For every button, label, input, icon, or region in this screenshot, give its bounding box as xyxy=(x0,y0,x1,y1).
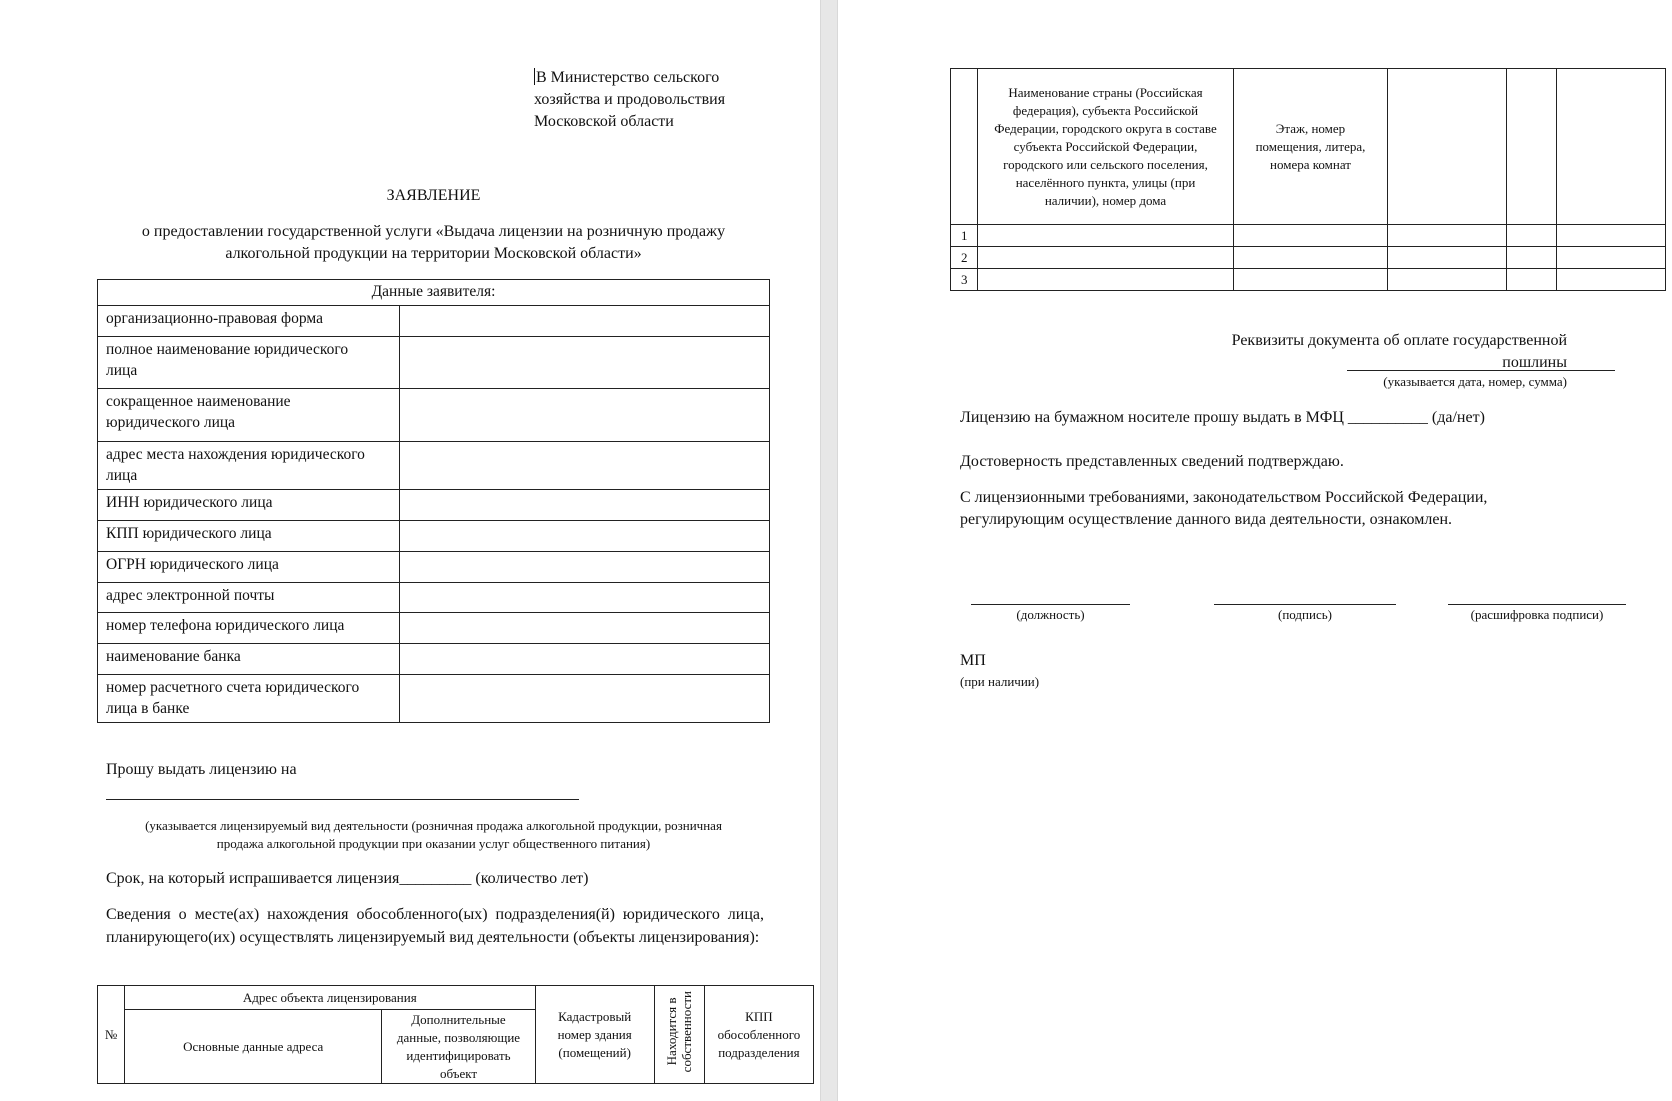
row-label-short-name: сокращенное наименование юридического лица xyxy=(98,389,400,442)
fee-title: Реквизиты документа об оплате государственной пошлины xyxy=(1231,332,1567,371)
field-phone[interactable] xyxy=(400,613,770,644)
col-extra-data-header: Дополнительные данные, позволяющие идентифицировать объект xyxy=(382,1010,535,1084)
row-number-3: 3 xyxy=(951,269,978,291)
row-label-account: номер расчетного счета юридического лица в банке xyxy=(98,675,400,723)
cell-r2-kpp[interactable] xyxy=(1557,247,1666,269)
cell-r2-owned[interactable] xyxy=(1507,247,1557,269)
cell-r2-cadastral[interactable] xyxy=(1388,247,1507,269)
sig-signature-label: (подпись) xyxy=(1278,607,1332,622)
applicant-data-table xyxy=(97,279,770,723)
row-label-bank: наименование банка xyxy=(98,644,400,675)
field-bank[interactable] xyxy=(400,644,770,675)
col-number-header: № xyxy=(98,986,125,1084)
row-label-kpp: КПП юридического лица xyxy=(98,521,400,552)
row-label-email: адрес электронной почты xyxy=(98,583,400,613)
cell-r1-kpp[interactable] xyxy=(1557,225,1666,247)
row-number-1: 1 xyxy=(951,225,978,247)
field-legal-form[interactable] xyxy=(400,306,770,337)
addressee-line-1: В Министерство сельского xyxy=(536,69,720,86)
cell-r1-owned[interactable] xyxy=(1507,225,1557,247)
col-floor-header: Этаж, номер помещения, литера, номера комнат xyxy=(1234,69,1388,225)
address-group-header: Адрес объекта лицензирования xyxy=(125,986,536,1010)
license-type-underline[interactable] xyxy=(106,799,579,800)
cell-r2-floor[interactable] xyxy=(1234,247,1388,269)
cell-r3-owned[interactable] xyxy=(1507,269,1557,291)
position-underline[interactable] xyxy=(971,604,1130,605)
decoding-underline[interactable] xyxy=(1448,604,1626,605)
document-page-right xyxy=(838,0,1672,1101)
row-number-2: 2 xyxy=(951,247,978,269)
applicant-table-header: Данные заявителя: xyxy=(98,280,770,306)
cell-r3-floor[interactable] xyxy=(1234,269,1388,291)
field-email[interactable] xyxy=(400,583,770,613)
license-request-label: Прошу выдать лицензию на xyxy=(106,761,297,778)
license-hint: (указывается лицензируемый вид деятельности (розничная продажа алкогольной продукции, розничная продажа алкогольной продукции при оказании услуг общественного питания) xyxy=(145,818,722,851)
row-label-address: адрес места нахождения юридического лица xyxy=(98,442,400,490)
cell-r1-cadastral[interactable] xyxy=(1388,225,1507,247)
license-objects-table xyxy=(97,985,814,1084)
document-subtitle xyxy=(97,221,770,265)
term-line: Срок, на который испрашивается лицензия_________ (количество лет) xyxy=(106,870,589,887)
page-gutter xyxy=(820,0,838,1101)
acknowledge-text: С лицензионными требованиями, законодательством Российской Федерации, регулирующим осуществление данного вида деятельности, ознакомлен. xyxy=(960,489,1488,528)
col-cadastral-header: Кадастровый номер здания (помещений) xyxy=(535,986,654,1084)
row-label-full-name: полное наименование юридического лица xyxy=(98,337,400,389)
field-kpp[interactable] xyxy=(400,521,770,552)
document-page-left xyxy=(0,0,820,1101)
col-cadastral-cell xyxy=(1388,69,1507,225)
row-label-legal-form: организационно-правовая форма xyxy=(98,306,400,337)
field-account[interactable] xyxy=(400,675,770,723)
sig-decoding-label: (расшифровка подписи) xyxy=(1470,607,1604,622)
field-address[interactable] xyxy=(400,442,770,490)
field-short-name[interactable] xyxy=(400,389,770,442)
field-full-name[interactable] xyxy=(400,337,770,389)
col-owned-cell xyxy=(1507,69,1557,225)
paper-license-line: Лицензию на бумажном носителе прошу выдать в МФЦ __________ (да/нет) xyxy=(960,409,1485,426)
col-number-cell xyxy=(951,69,978,225)
document-title: ЗАЯВЛЕНИЕ xyxy=(386,187,481,204)
text-cursor xyxy=(534,68,535,85)
cell-r3-address[interactable] xyxy=(978,269,1234,291)
cell-r3-cadastral[interactable] xyxy=(1388,269,1507,291)
field-inn[interactable] xyxy=(400,490,770,521)
fee-hint: (указывается дата, номер, сумма) xyxy=(1383,374,1567,389)
subtitle-line-2: алкогольной продукции на территории Московской области» xyxy=(225,245,642,262)
row-label-inn: ИНН юридического лица xyxy=(98,490,400,521)
col-main-address-header: Основные данные адреса xyxy=(125,1010,382,1084)
confirm-text: Достоверность представленных сведений подтверждаю. xyxy=(960,453,1344,470)
addressee-line-2: хозяйства и продовольствия xyxy=(534,91,726,108)
addressee-line-3: Московской области xyxy=(534,113,674,130)
cell-r2-address[interactable] xyxy=(978,247,1234,269)
col-kpp-cell xyxy=(1557,69,1666,225)
cell-r3-kpp[interactable] xyxy=(1557,269,1666,291)
addressee-block xyxy=(534,67,725,133)
cell-r1-floor[interactable] xyxy=(1234,225,1388,247)
row-label-ogrn: ОГРН юридического лица xyxy=(98,552,400,583)
locations-paragraph: Сведения о месте(ах) нахождения обособленного(ых) подразделения(й) юридического лица, планирующего(их) осуществлять лицензируемый вид деятельности (объекты лицензирования): xyxy=(106,906,764,946)
row-label-phone: номер телефона юридического лица xyxy=(98,613,400,644)
subtitle-line-1: о предоставлении государственной услуги «Выдача лицензии на розничную продажу xyxy=(141,223,726,240)
col-kpp-header: КПП обособленного подразделения xyxy=(704,986,813,1084)
fee-underline[interactable] xyxy=(1347,370,1615,371)
sig-position-label: (должность) xyxy=(1016,607,1085,622)
signature-underline[interactable] xyxy=(1214,604,1396,605)
cell-r1-address[interactable] xyxy=(978,225,1234,247)
col-country-header: Наименование страны (Российская федерация), субъекта Российской Федерации, городского округа в составе субъекта Российской Федерации, городского или сельского поселения, населённого пункта, улицы (при наличии), номер дома xyxy=(978,69,1234,225)
stamp-label: МП xyxy=(960,652,986,669)
col-owned-header: Находится в собственности xyxy=(654,986,704,1084)
stamp-hint: (при наличии) xyxy=(960,674,1040,689)
license-objects-table-continued xyxy=(950,68,1666,291)
field-ogrn[interactable] xyxy=(400,552,770,583)
